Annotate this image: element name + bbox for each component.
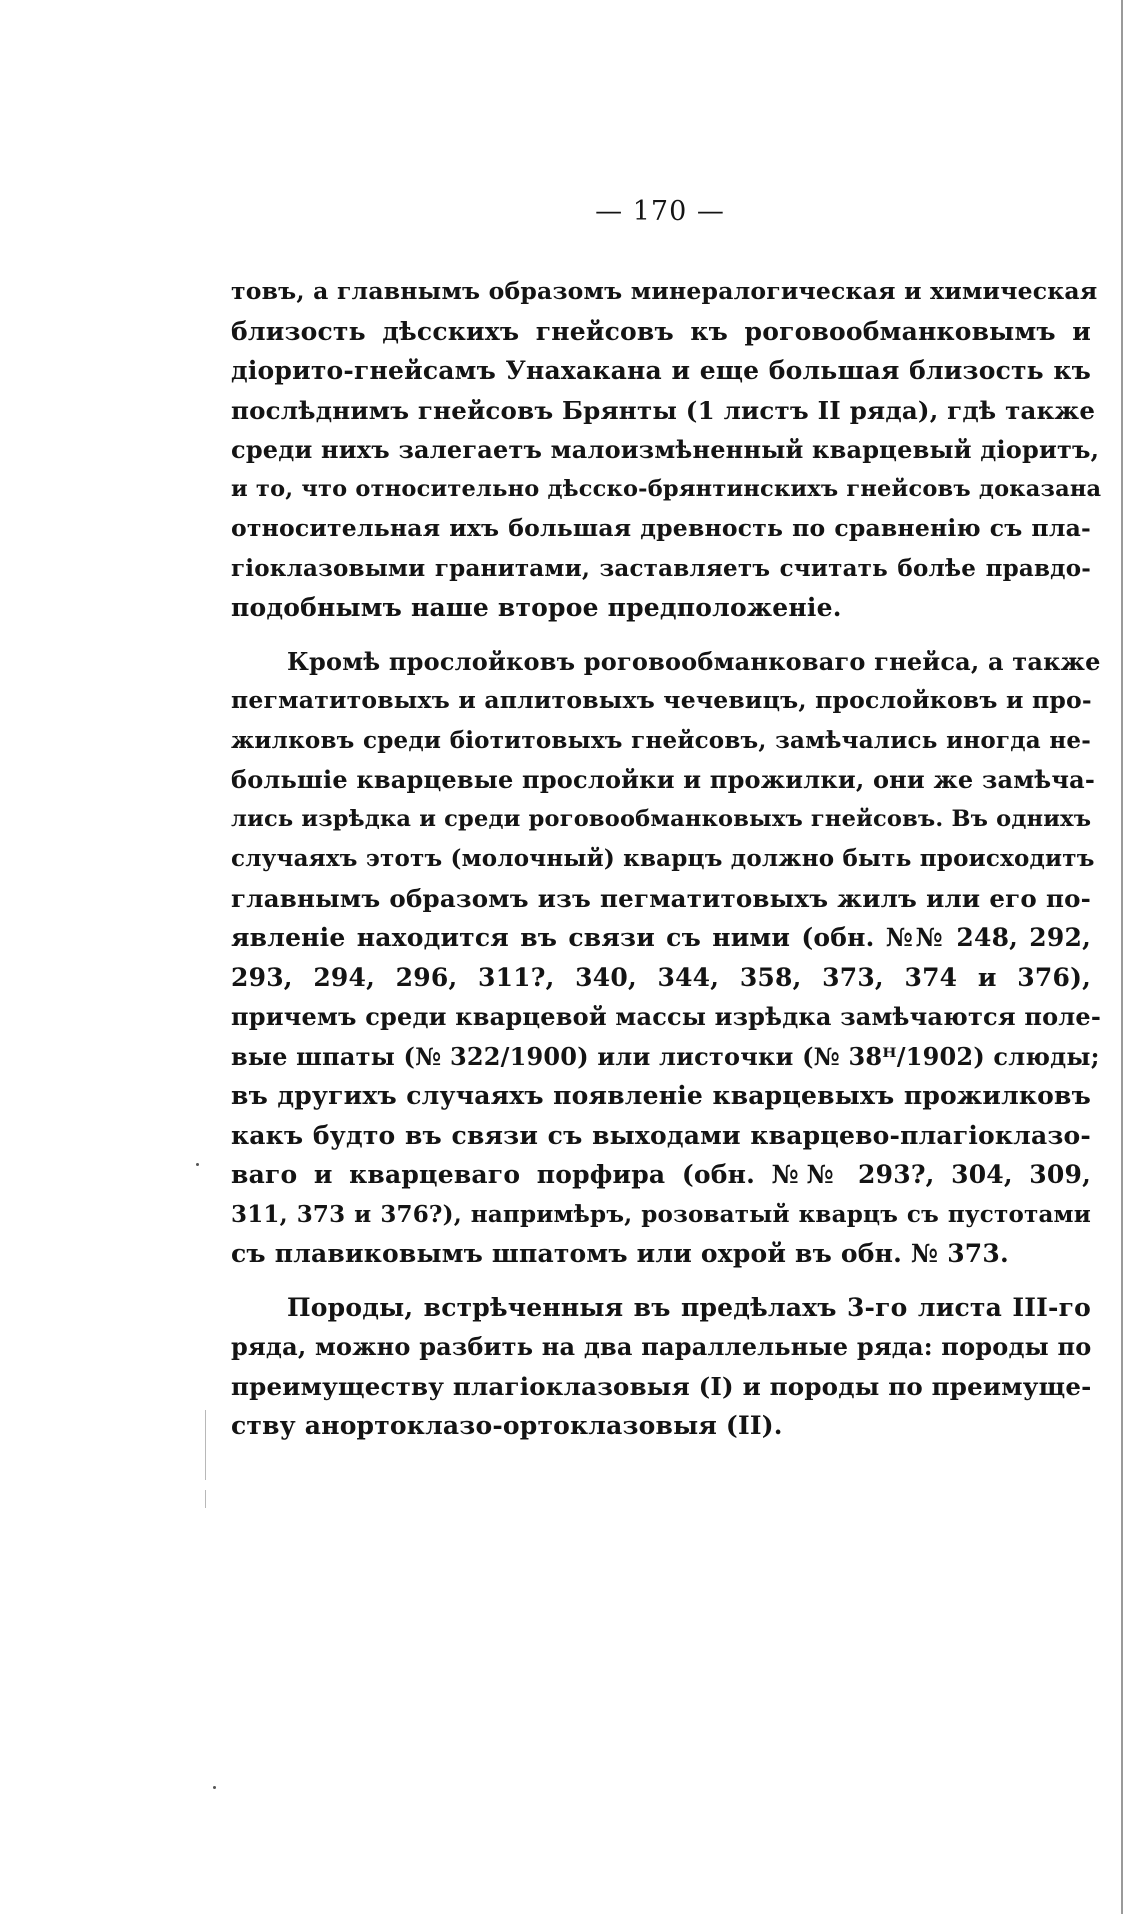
paragraph [231, 642, 1102, 1274]
text-line: съ плавиковымъ шпатомъ или охрой въ обн. № 373. [231, 1239, 1009, 1268]
text-line: товъ, а главнымъ образомъ минералогическая и химическая [231, 277, 1098, 305]
text-line: близость дѣсскихъ гнейсовъ къ роговообманковымъ и [231, 316, 1091, 346]
margin-mark [205, 1410, 206, 1480]
text-line: діорито-гнейсамъ Унахакана и еще большая близость къ [231, 356, 1091, 385]
text-line: явленіе находится въ связи съ ними (обн. №№ 248, 292, [231, 923, 1091, 952]
margin-dot [213, 1786, 216, 1789]
text-line: лись изрѣдка и среди роговообманковыхъ гнейсовъ. Въ однихъ [231, 805, 1092, 832]
paragraph [231, 1288, 1091, 1446]
text-line: подобнымъ наше второе предположеніе. [231, 593, 842, 622]
text-line: 311, 373 и 376?), напримѣръ, розоватый кварцъ съ пустотами [231, 1200, 1091, 1228]
text-line: въ другихъ случаяхъ появленіе кварцевыхъ прожилковъ [231, 1081, 1091, 1110]
page-edge-line [1121, 0, 1123, 1914]
text-line: и то, что относительно дѣсско-брянтинскихъ гнейсовъ доказана [231, 475, 1102, 502]
text-line: главнымъ образомъ изъ пегматитовыхъ жилъ или его по- [231, 883, 1091, 913]
text-line: жилковъ среди біотитовыхъ гнейсовъ, замѣчались иногда не- [231, 726, 1091, 754]
text-line: среди нихъ залегаетъ малоизмѣненный кварцевый діоритъ, [231, 435, 1100, 464]
text-line: большіе кварцевые прослойки и прожилки, они же замѣча- [231, 765, 1096, 794]
text-line: ству анортоклазо-ортоклазовыя (II). [231, 1411, 783, 1440]
text-line: Кромѣ прослойковъ роговообманковаго гнейса, а также [287, 646, 1101, 676]
text-line: Породы, встрѣченныя въ предѣлахъ 3-го листа III-го [287, 1292, 1091, 1322]
text-line: случаяхъ этотъ (молочный) кварцъ должно быть происходитъ [231, 845, 1095, 872]
text-line: ваго и кварцеваго порфира (обн. №№ 293?, 304, 309, [231, 1160, 1091, 1189]
margin-dot [196, 1163, 199, 1166]
margin-mark [205, 1490, 206, 1508]
text-line: относительная ихъ большая древность по сравненію съ пла- [231, 514, 1091, 542]
text-line: вые шпаты (№ 322/1900) или листочки (№ 38ᴴ/1902) слюды; [231, 1041, 1100, 1071]
page-number: — 170 — [595, 196, 725, 227]
text-line: 293, 294, 296, 311?, 340, 344, 358, 373, 374 и 376), [231, 962, 1091, 992]
text-line: причемъ среди кварцевой массы изрѣдка замѣчаются поле- [231, 1002, 1102, 1031]
body-text [231, 272, 1102, 1446]
text-line: послѣднимъ гнейсовъ Брянты (1 листъ II ряда), гдѣ также [231, 395, 1096, 425]
text-line: пегматитовыхъ и аплитовыхъ чечевицъ, прослойковъ и про- [231, 686, 1092, 714]
paragraph [231, 272, 1102, 628]
text-line: преимуществу плагіоклазовыя (I) и породы по преимуще- [231, 1371, 1092, 1401]
text-line: ряда, можно разбить на два параллельные ряда: породы по [231, 1332, 1092, 1361]
text-line: какъ будто въ связи съ выходами кварцево-плагіоклазо- [231, 1120, 1091, 1150]
text-line: гіоклазовыми гранитами, заставляетъ считать болѣе правдо- [231, 554, 1091, 582]
